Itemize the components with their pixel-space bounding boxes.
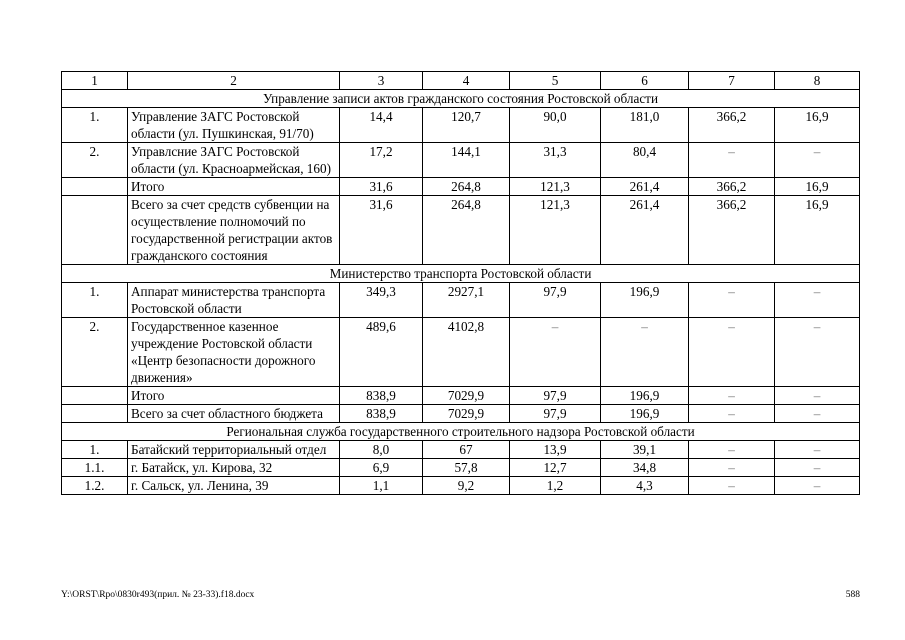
row-number-cell (62, 178, 128, 196)
value-cell-3: 6,9 (340, 459, 423, 477)
row-number-cell (62, 196, 128, 265)
value-cell-3: 1,1 (340, 477, 423, 495)
value-cell-6: 196,9 (601, 283, 689, 318)
row-name-cell: Аппарат министерства транспорта Ростовской области (128, 283, 340, 318)
value-cell-3: 838,9 (340, 387, 423, 405)
header-cell: 2 (128, 72, 340, 90)
row-name-cell: Управление ЗАГС Ростовской области (ул. Пушкинская, 91/70) (128, 108, 340, 143)
header-cell: 1 (62, 72, 128, 90)
row-number-cell: 1. (62, 108, 128, 143)
value-cell-6: 34,8 (601, 459, 689, 477)
value-cell-7: 366,2 (689, 178, 775, 196)
row-number-cell: 1.1. (62, 459, 128, 477)
value-cell-6: 4,3 (601, 477, 689, 495)
value-cell-8: – (775, 477, 860, 495)
section-header-row (62, 265, 860, 283)
table-row (62, 459, 860, 477)
header-cell: 5 (510, 72, 601, 90)
budget-table (61, 71, 860, 495)
value-cell-5: 97,9 (510, 387, 601, 405)
table-row (62, 477, 860, 495)
value-cell-4: 2927,1 (423, 283, 510, 318)
value-cell-3: 14,4 (340, 108, 423, 143)
value-cell-6: – (601, 318, 689, 387)
value-cell-8: – (775, 143, 860, 178)
table-row (62, 283, 860, 318)
section-header-row (62, 423, 860, 441)
value-cell-4: 67 (423, 441, 510, 459)
value-cell-4: 264,8 (423, 178, 510, 196)
header-cell: 7 (689, 72, 775, 90)
row-name-cell: Батайский территориальный отдел (128, 441, 340, 459)
value-cell-5: 12,7 (510, 459, 601, 477)
row-name-cell: Всего за счет областного бюджета (128, 405, 340, 423)
value-cell-7: – (689, 405, 775, 423)
value-cell-5: 121,3 (510, 178, 601, 196)
value-cell-3: 17,2 (340, 143, 423, 178)
table-row (62, 318, 860, 387)
value-cell-7: – (689, 477, 775, 495)
row-number-cell (62, 387, 128, 405)
value-cell-5: 97,9 (510, 283, 601, 318)
value-cell-4: 120,7 (423, 108, 510, 143)
row-name-cell: Итого (128, 178, 340, 196)
value-cell-5: – (510, 318, 601, 387)
table-row (62, 108, 860, 143)
row-number-cell: 1.2. (62, 477, 128, 495)
value-cell-8: – (775, 405, 860, 423)
value-cell-5: 31,3 (510, 143, 601, 178)
section-title: Министерство транспорта Ростовской области (62, 265, 860, 283)
row-number-cell: 2. (62, 143, 128, 178)
value-cell-4: 7029,9 (423, 387, 510, 405)
value-cell-3: 489,6 (340, 318, 423, 387)
value-cell-6: 80,4 (601, 143, 689, 178)
header-cell: 3 (340, 72, 423, 90)
row-number-cell: 2. (62, 318, 128, 387)
value-cell-4: 7029,9 (423, 405, 510, 423)
row-name-cell: Итого (128, 387, 340, 405)
value-cell-3: 838,9 (340, 405, 423, 423)
value-cell-6: 261,4 (601, 178, 689, 196)
row-name-cell: Государственное казенное учреждение Ростовской области «Центр безопасности дорожного движения» (128, 318, 340, 387)
row-number-cell: 1. (62, 441, 128, 459)
table-body (62, 72, 860, 495)
value-cell-7: – (689, 318, 775, 387)
value-cell-7: – (689, 441, 775, 459)
value-cell-3: 31,6 (340, 178, 423, 196)
value-cell-7: – (689, 143, 775, 178)
value-cell-7: 366,2 (689, 108, 775, 143)
value-cell-8: – (775, 283, 860, 318)
footer-file-path: Y:\ORST\Rpo\0830r493(прил. № 23-33).f18.docx (61, 590, 255, 600)
value-cell-4: 144,1 (423, 143, 510, 178)
value-cell-5: 97,9 (510, 405, 601, 423)
value-cell-8: – (775, 459, 860, 477)
value-cell-5: 1,2 (510, 477, 601, 495)
row-number-cell: 1. (62, 283, 128, 318)
value-cell-7: – (689, 283, 775, 318)
section-header-row (62, 90, 860, 108)
table-row (62, 143, 860, 178)
row-name-cell: г. Сальск, ул. Ленина, 39 (128, 477, 340, 495)
value-cell-8: – (775, 318, 860, 387)
value-cell-4: 264,8 (423, 196, 510, 265)
header-cell: 8 (775, 72, 860, 90)
value-cell-5: 90,0 (510, 108, 601, 143)
value-cell-6: 196,9 (601, 387, 689, 405)
value-cell-5: 13,9 (510, 441, 601, 459)
value-cell-8: 16,9 (775, 178, 860, 196)
value-cell-4: 9,2 (423, 477, 510, 495)
table-row (62, 178, 860, 196)
value-cell-8: 16,9 (775, 108, 860, 143)
value-cell-3: 349,3 (340, 283, 423, 318)
value-cell-6: 39,1 (601, 441, 689, 459)
value-cell-7: – (689, 459, 775, 477)
value-cell-3: 31,6 (340, 196, 423, 265)
value-cell-8: – (775, 441, 860, 459)
row-name-cell: г. Батайск, ул. Кирова, 32 (128, 459, 340, 477)
value-cell-3: 8,0 (340, 441, 423, 459)
value-cell-8: – (775, 387, 860, 405)
row-name-cell: Управлсние ЗАГС Ростовской области (ул. Красноармейская, 160) (128, 143, 340, 178)
value-cell-7: – (689, 387, 775, 405)
table-row (62, 196, 860, 265)
header-cell: 6 (601, 72, 689, 90)
header-row (62, 72, 860, 90)
value-cell-4: 57,8 (423, 459, 510, 477)
value-cell-6: 196,9 (601, 405, 689, 423)
section-title: Управление записи актов гражданского состояния Ростовской области (62, 90, 860, 108)
value-cell-8: 16,9 (775, 196, 860, 265)
value-cell-5: 121,3 (510, 196, 601, 265)
value-cell-6: 261,4 (601, 196, 689, 265)
section-title: Региональная служба государственного строительного надзора Ростовской области (62, 423, 860, 441)
row-number-cell (62, 405, 128, 423)
row-name-cell: Всего за счет средств субвенции на осуществление полномочий по государственной регистрации актов гражданского состояния (128, 196, 340, 265)
value-cell-7: 366,2 (689, 196, 775, 265)
table-row (62, 387, 860, 405)
footer-page-number: 588 (845, 590, 860, 600)
header-cell: 4 (423, 72, 510, 90)
value-cell-4: 4102,8 (423, 318, 510, 387)
table-row (62, 441, 860, 459)
table-row (62, 405, 860, 423)
value-cell-6: 181,0 (601, 108, 689, 143)
